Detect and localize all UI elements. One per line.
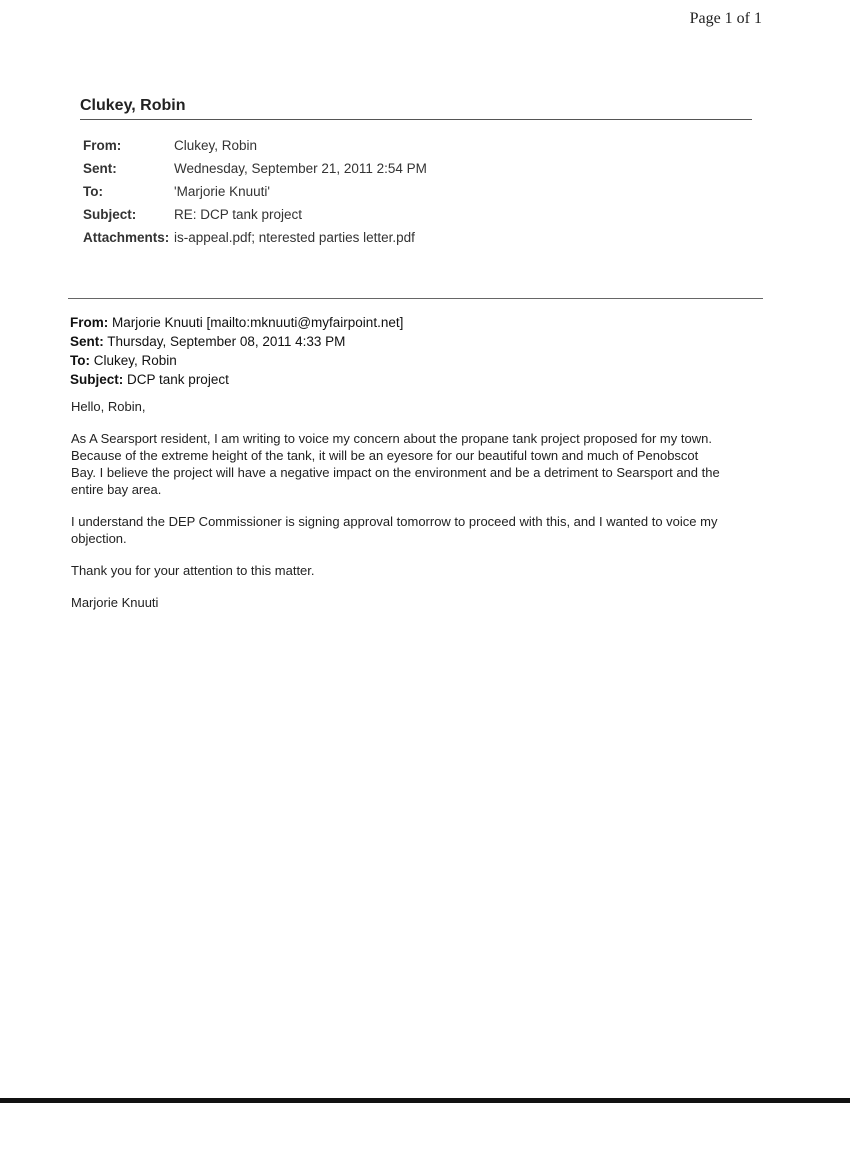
original-to-label: To: <box>70 353 90 368</box>
original-from <box>70 313 403 332</box>
paragraph-concern <box>71 430 771 498</box>
mailbox-owner-name: Clukey, Robin <box>80 97 186 114</box>
sent-label: Sent: <box>83 161 117 176</box>
original-message-headers <box>70 313 403 389</box>
body-line: As A Searsport resident, I am writing to voice my concern about the propane tank project proposed for my town. <box>71 431 712 446</box>
message-body <box>71 398 771 626</box>
header-divider <box>80 119 752 120</box>
original-from-label: From: <box>70 315 109 330</box>
from-value: Clukey, Robin <box>174 138 258 153</box>
greeting: Hello, Robin, <box>71 399 146 414</box>
body-line: I understand the DEP Commissioner is signing approval tomorrow to proceed with this, and I wanted to voice my <box>71 514 718 529</box>
subject-label: Subject: <box>83 207 137 222</box>
message-header-table <box>83 134 427 249</box>
header-row-attachments <box>83 226 427 249</box>
closing: Thank you for your attention to this matter. <box>71 563 315 578</box>
header-row-from <box>83 134 427 157</box>
original-subject-label: Subject: <box>70 372 124 387</box>
original-subject-value: DCP tank project <box>127 372 229 387</box>
page-number: Page 1 of 1 <box>689 10 762 27</box>
header-row-subject <box>83 203 427 226</box>
to-label: To: <box>83 184 103 199</box>
scan-edge-divider <box>0 1098 850 1103</box>
header-row-sent <box>83 157 427 180</box>
attachments-value: is-appeal.pdf; nterested parties letter.pdf <box>174 230 415 245</box>
quoted-message-divider <box>68 298 763 299</box>
original-to <box>70 351 403 370</box>
original-from-value: Marjorie Knuuti [mailto:mknuuti@myfairpoint.net] <box>112 315 404 330</box>
subject-value: RE: DCP tank project <box>174 207 303 222</box>
signature: Marjorie Knuuti <box>71 595 159 610</box>
body-line: Bay. I believe the project will have a negative impact on the environment and be a detriment to Searsport and the <box>71 465 720 480</box>
original-sent-value: Thursday, September 08, 2011 4:33 PM <box>107 334 346 349</box>
original-sent <box>70 332 403 351</box>
sent-value: Wednesday, September 21, 2011 2:54 PM <box>174 161 427 176</box>
body-line: entire bay area. <box>71 482 162 497</box>
to-value: 'Marjorie Knuuti' <box>174 184 270 199</box>
original-to-value: Clukey, Robin <box>93 353 177 368</box>
from-label: From: <box>83 138 122 153</box>
original-subject <box>70 370 403 389</box>
paragraph-objection <box>71 513 771 547</box>
header-row-to <box>83 180 427 203</box>
body-line: Because of the extreme height of the tank, it will be an eyesore for our beautiful town and much of Penobscot <box>71 448 699 463</box>
attachments-label: Attachments: <box>83 230 170 245</box>
body-line: objection. <box>71 531 127 546</box>
original-sent-label: Sent: <box>70 334 104 349</box>
